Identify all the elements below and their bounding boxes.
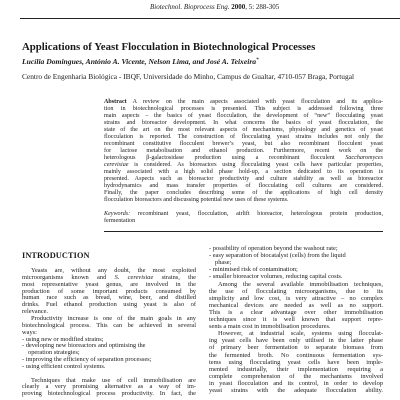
running-header <box>150 3 279 11</box>
intro-right-line: mented industrially, their implementation requiring a <box>209 365 383 373</box>
abstract-line: flocculation bioreactors and discussing potential new uses of these systems. <box>104 197 289 203</box>
intro-list-item: - using efficient control systems. <box>22 362 106 370</box>
journal-volume-pages: , 5: 288-305 <box>245 3 280 11</box>
journal-name: Biotechnol. Bioprocess Eng. <box>150 3 230 11</box>
corresponding-author-mark: * <box>256 58 259 63</box>
abstract-line: for lactose metabolisation and ethanol production. Furthermore, recent work on the <box>104 148 383 154</box>
abstract-line: Finally, the paper concludes describing some of the applications of high cell density <box>104 190 383 196</box>
intro-right-line: yeast strains with the adequate flocculation ability. <box>209 387 383 394</box>
intro-right-line: sents a main cost in immobilisation procedures. <box>209 323 331 331</box>
author-names: Lucília Domingues, António A. Vicente, Nelson Lima, and José A. Teixeira <box>22 57 257 66</box>
abstract-line-text: A review on the main aspects associated with yeast flocculation and its applica- <box>132 99 383 105</box>
abstract-line: hydrodynamics and mass transfer properties of flocculating cell cultures are considered. <box>104 183 383 189</box>
author-list <box>22 57 259 66</box>
keywords-line <box>104 211 383 218</box>
abstract-line: strains and bioreactor development. In what concerns the basics of yeast flocculation, the <box>104 120 383 126</box>
intro-left-line: most representative yeast genus, are involved in the <box>22 280 196 288</box>
intro-list-item-continuation: operation strategies; <box>28 349 80 357</box>
abstract-line: recombinant constitutive flocculent brewer’s yeast, but also recombinant flocculent yeast <box>104 141 383 147</box>
intro-right-line: ing yeast cells have been only utilised in the latter phase <box>209 337 383 345</box>
intro-list-item: - using new or modified strains; <box>22 335 104 343</box>
section-heading-introduction: INTRODUCTION <box>22 251 90 260</box>
intro-list-item: - developing new bioreactors and optimising the <box>22 342 146 350</box>
intro-left-line: biotechnological process. This can be achieved in several <box>22 321 196 329</box>
intro-list-item: - improving the efficiency of separation processes; <box>22 356 152 364</box>
intro-right-line: techniques since it is well known that support repre- <box>209 316 383 323</box>
intro-list-item: - smaller bioreactor volumes, reducing capital costs. <box>209 273 343 281</box>
keywords-text: recombinant yeast, flocculation, airlift bioreactor, heterologous protein production, <box>137 211 383 217</box>
abstract-line: tion in biotechnological processes is presented. This subject is addressed following three <box>104 106 383 112</box>
intro-right-line: the fermented broth. No continuous fermentation sys- <box>209 351 383 359</box>
journal-year: 2000 <box>231 3 246 11</box>
italic-term: Saccharomyces <box>345 155 383 161</box>
keywords-label: Keywords: <box>104 211 131 217</box>
affiliation: Centro de Engenharia Biológica - IBQF, Universidade do Minho, Campus de Gualtar, 4710-057 Braga, Portugal <box>22 72 355 81</box>
intro-left-line: Productivity increase is one of the main goals in any <box>31 314 196 322</box>
abstract-line: flocculation is reported. The construction of flocculating yeast strains includes not only the <box>104 134 383 140</box>
intro-right-line: simplicity and low cost, is very attractive – no complex <box>209 294 383 302</box>
abstract-label: Abstract <box>104 99 127 105</box>
intro-left-line: ways: <box>22 328 37 336</box>
abstract-line: presented. Aspects such as bioreactor productivity and culture stability as well as bioreactor <box>104 176 383 182</box>
abstract-line-text: heterologous β-galactosidase production using a recombinant flocculent <box>104 155 346 161</box>
intro-right-line: in yeast flocculation and its control, in order to develop <box>209 379 383 387</box>
italic-term: S. cerevisiae <box>114 273 154 281</box>
intro-right-line: of primary beer fermentation to separate biomass from <box>209 344 383 352</box>
abstract-line: state of the art on the most relevant aspects of mechanisms, physiology and genetics of yeast <box>104 127 383 133</box>
keywords-line: fermentation <box>104 218 136 224</box>
intro-right-line: mechanical devices are needed as well as no support. <box>209 301 383 309</box>
header-rule <box>20 18 400 19</box>
abstract-line: mainly associated with a high solid phase hold-up, a section dedicated to its operation is <box>104 169 383 175</box>
abstract-line <box>104 155 383 162</box>
intro-list-item: - minimised risk of contamination; <box>209 266 298 274</box>
abstract-rule <box>104 231 383 232</box>
intro-right-line: This is a clear advantage over other immobilisation <box>209 308 383 316</box>
intro-left-line: production of some important products consumed by <box>22 287 196 295</box>
abstract-line <box>104 99 383 106</box>
intro-right-line: tems using flocculating yeast cells have been imple- <box>209 358 383 366</box>
abstract-line: main aspects – the basics of yeast flocculation, the development of “new” flocculating yeast <box>104 113 383 119</box>
intro-right-line: However, at industrial scale, systems using flocculat- <box>218 330 383 338</box>
intro-left-line: clearly a very promising alternative as a way of im- <box>22 383 196 391</box>
intro-right-line: Among the several available immobilisation techniques, <box>218 280 383 288</box>
paper-title: Applications of Yeast Flocculation in Biotechnological Processes <box>22 41 316 53</box>
intro-list-item: - easy separation of biocatalyst (cells) from the liquid <box>209 252 346 260</box>
intro-list-item-continuation: phase; <box>215 259 232 267</box>
intro-left-line: proving biotechnological process productivity. In fact, the <box>22 390 196 398</box>
abstract-line-text: is considered. As bioreactors using flocculating yeast cells have particular properties, <box>128 162 383 168</box>
italic-term: cerevisiae <box>104 162 129 168</box>
intro-line-text: strains, the <box>153 273 196 281</box>
intro-left-line: human race such as bread, wine, beer, and distilled <box>22 294 196 302</box>
intro-left-line: drinks. Fuel ethanol production using yeast is also of <box>22 301 196 309</box>
intro-line-text: microorganisms known and <box>22 273 115 281</box>
intro-left-line: Techniques that make use of cell immobilisation are <box>31 376 196 384</box>
intro-right-line: the use of flocculating microorganisms, due to its <box>209 287 383 295</box>
intro-left-line: relevance. <box>22 308 49 316</box>
intro-list-item: - possibility of operation beyond the washout rate; <box>209 245 338 252</box>
abstract-line <box>104 162 383 169</box>
intro-left-line: Yeasts are, without any doubt, the most exploited <box>31 267 196 274</box>
intro-right-line: complete comprehension of the mechanisms involved <box>209 372 383 380</box>
